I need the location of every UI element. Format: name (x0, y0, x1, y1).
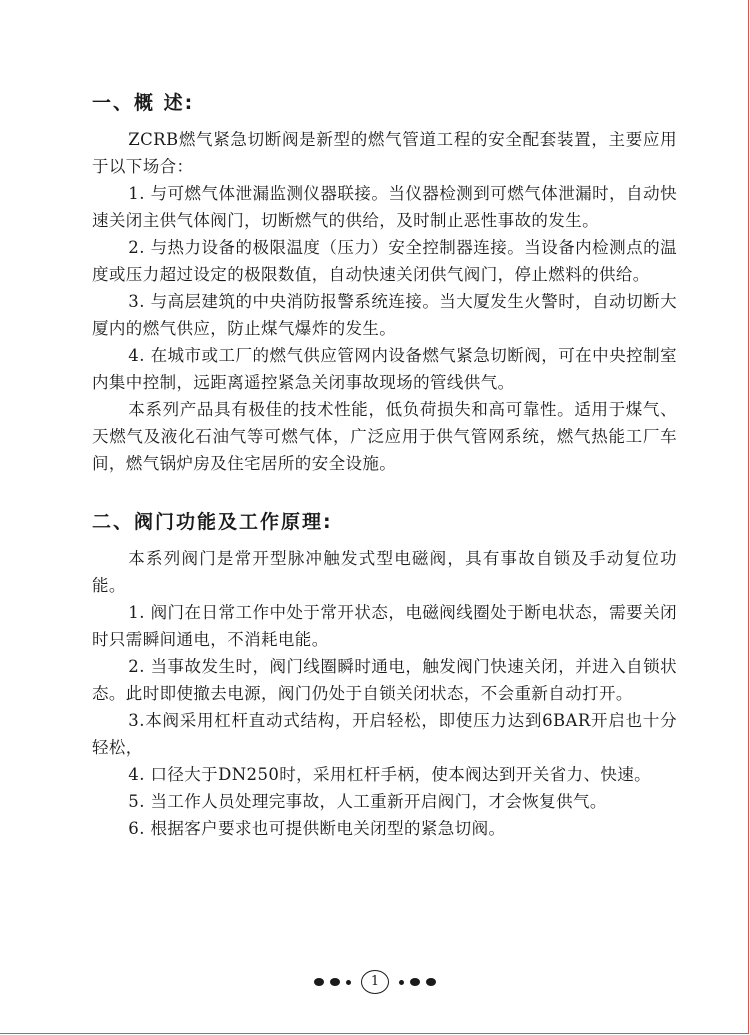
paragraph: 3. 与高层建筑的中央消防报警系统连接。当大厦发生火警时，自动切断大厦内的燃气供应，防止煤气爆炸的发生。 (92, 292, 677, 338)
page-number: 1 (361, 970, 389, 994)
ornament-dot-icon (399, 980, 404, 985)
paragraph: 本系列阀门是常开型脉冲触发式型电磁阀，具有事故自锁及手动复位功能。 (92, 549, 677, 595)
paragraph: 1. 阀门在日常工作中处于常开状态，电磁阀线圈处于断电状态，需要关闭时只需瞬间通电，不消耗电能。 (92, 603, 677, 649)
ornament-dot-icon (330, 978, 340, 986)
paragraph: 4. 在城市或工厂的燃气供应管网内设备燃气紧急切断阀，可在中央控制室内集中控制，远距离遥控紧急关闭事故现场的管线供气。 (92, 346, 677, 392)
paragraph: ZCRB燃气紧急切断阀是新型的燃气管道工程的安全配套装置，主要应用于以下场合： (92, 130, 677, 176)
ornament-dot-icon (314, 978, 324, 986)
paragraph: 6. 根据客户要求也可提供断电关闭型的紧急切阀。 (128, 819, 506, 838)
paragraph: 4. 口径大于DN250时，采用杠杆手柄，使本阀达到开关省力、快速。 (128, 765, 652, 784)
ornament-dot-icon (346, 980, 351, 985)
section-heading-function: 二、阀门功能及工作原理: (92, 511, 333, 533)
section-heading-overview: 一、概 述: (92, 92, 195, 114)
paragraph: 本系列产品具有极佳的技术性能，低负荷损失和高可靠性。适用于煤气、天燃气及液化石油气等可燃气体，广泛应用于供气管网系统，燃气热能工厂车间，燃气锅炉房及住宅居所的安全设施。 (92, 400, 677, 473)
paragraph: 2. 与热力设备的极限温度（压力）安全控制器连接。当设备内检测点的温度或压力超过设定的极限数值，自动快速关闭供气阀门，停止燃料的供给。 (92, 238, 677, 284)
paragraph: 3.本阀采用杠杆直动式结构，开启轻松，即使压力达到6BAR开启也十分轻松， (92, 711, 677, 757)
ornament-dot-icon (410, 978, 420, 986)
paragraph: 1. 与可燃气体泄漏监测仪器联接。当仪器检测到可燃气体泄漏时，自动快速关闭主供气体阀门，切断燃气的供给，及时制止恶性事故的发生。 (92, 184, 677, 230)
paragraph: 2. 当事故发生时，阀门线圈瞬时通电，触发阀门快速关闭，并进入自锁状态。此时即使撤去电源，阀门仍处于自锁关闭状态，不会重新自动打开。 (92, 657, 677, 703)
ornament-dot-icon (426, 978, 436, 986)
page-footer (0, 970, 750, 994)
paragraph: 5. 当工作人员处理完事故，人工重新开启阀门，才会恢复供气。 (128, 792, 607, 811)
document-body (92, 88, 677, 842)
